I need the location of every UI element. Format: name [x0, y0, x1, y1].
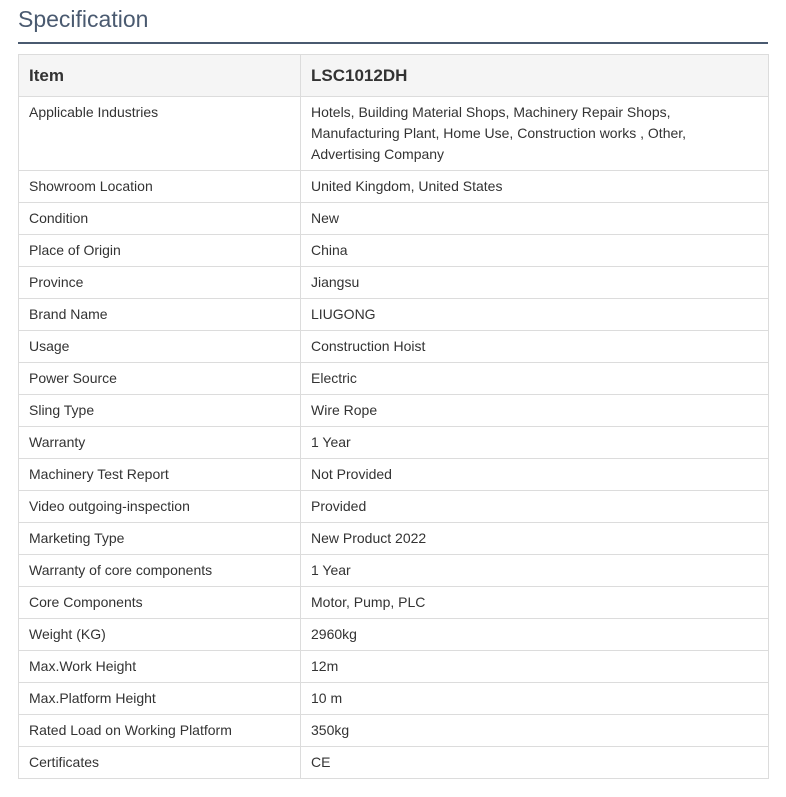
table-row: [19, 395, 769, 427]
table-row: [19, 97, 769, 171]
row-value: United Kingdom, United States: [301, 171, 769, 203]
row-label: Power Source: [19, 363, 301, 395]
row-value: 2960kg: [301, 619, 769, 651]
table-header-row: [19, 55, 769, 97]
row-value: Provided: [301, 491, 769, 523]
table-row: [19, 171, 769, 203]
row-label: Place of Origin: [19, 235, 301, 267]
table-row: [19, 363, 769, 395]
table-row: [19, 491, 769, 523]
table-row: [19, 331, 769, 363]
row-value: Construction Hoist: [301, 331, 769, 363]
table-row: [19, 715, 769, 747]
row-value: Hotels, Building Material Shops, Machinery Repair Shops, Manufacturing Plant, Home Use, Construction works , Other, Advertising Company: [301, 97, 769, 171]
row-label: Certificates: [19, 747, 301, 779]
row-value: 1 Year: [301, 427, 769, 459]
row-label: Machinery Test Report: [19, 459, 301, 491]
table-row: [19, 235, 769, 267]
section-title: Specification: [18, 6, 149, 32]
row-value: 1 Year: [301, 555, 769, 587]
row-label: Usage: [19, 331, 301, 363]
row-label: Weight (KG): [19, 619, 301, 651]
row-label: Max.Work Height: [19, 651, 301, 683]
table-row: [19, 651, 769, 683]
row-value: China: [301, 235, 769, 267]
row-label: Rated Load on Working Platform: [19, 715, 301, 747]
table-row: [19, 683, 769, 715]
row-value: New Product 2022: [301, 523, 769, 555]
row-label: Core Components: [19, 587, 301, 619]
table-row: [19, 299, 769, 331]
row-label: Marketing Type: [19, 523, 301, 555]
row-label: Warranty: [19, 427, 301, 459]
row-label: Brand Name: [19, 299, 301, 331]
row-value: New: [301, 203, 769, 235]
row-value: 10 m: [301, 683, 769, 715]
row-value: Jiangsu: [301, 267, 769, 299]
table-row: [19, 747, 769, 779]
row-value: 350kg: [301, 715, 769, 747]
table-row: [19, 459, 769, 491]
table-row: [19, 523, 769, 555]
row-value: 12m: [301, 651, 769, 683]
table-row: [19, 427, 769, 459]
table-row: [19, 203, 769, 235]
row-label: Applicable Industries: [19, 97, 301, 171]
title-divider: [18, 42, 768, 44]
table-row: [19, 555, 769, 587]
row-value: Not Provided: [301, 459, 769, 491]
specification-table: [18, 54, 769, 779]
row-label: Sling Type: [19, 395, 301, 427]
row-value: Wire Rope: [301, 395, 769, 427]
row-label: Condition: [19, 203, 301, 235]
row-label: Province: [19, 267, 301, 299]
row-label: Showroom Location: [19, 171, 301, 203]
row-label: Warranty of core components: [19, 555, 301, 587]
table-row: [19, 587, 769, 619]
row-value: CE: [301, 747, 769, 779]
table-row: [19, 267, 769, 299]
header-item: Item: [19, 55, 301, 97]
header-model: LSC1012DH: [301, 55, 769, 97]
row-label: Max.Platform Height: [19, 683, 301, 715]
row-value: Motor, Pump, PLC: [301, 587, 769, 619]
row-value: LIUGONG: [301, 299, 769, 331]
table-row: [19, 619, 769, 651]
row-label: Video outgoing-inspection: [19, 491, 301, 523]
row-value: Electric: [301, 363, 769, 395]
